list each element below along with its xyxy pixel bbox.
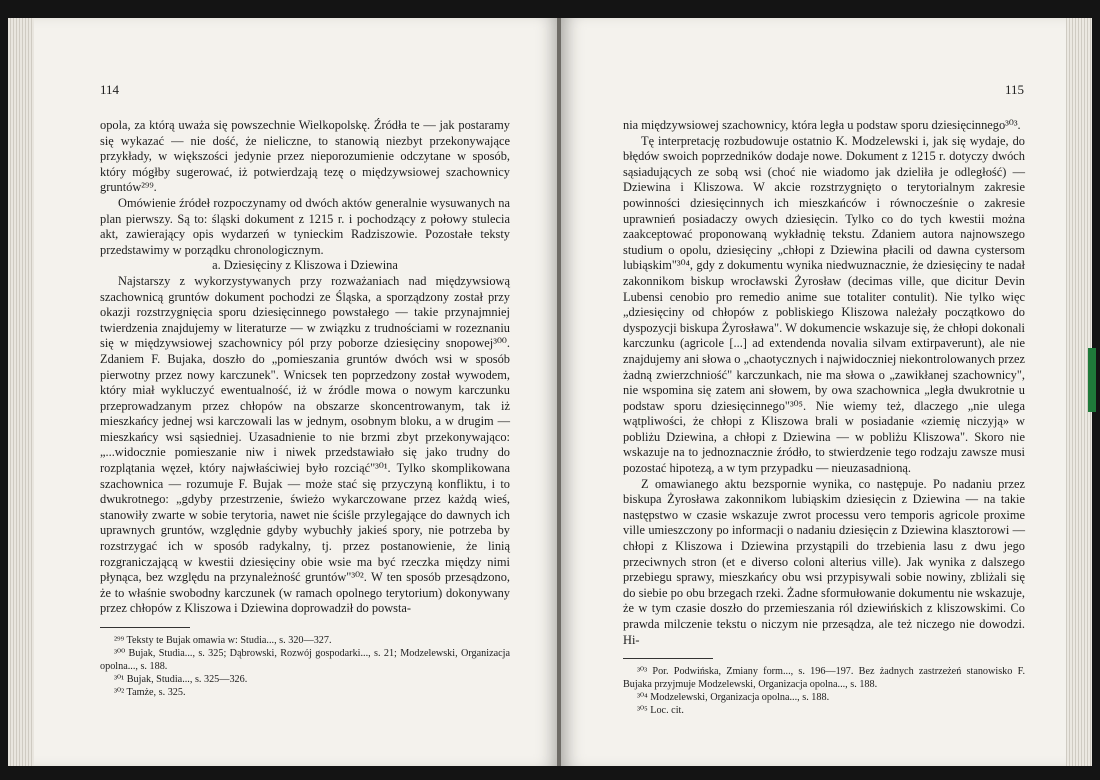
right-page [561,18,1066,766]
footnotes [623,665,1025,717]
paragraph: nia międzywsiowej szachownicy, która legła u podstaw sporu dziesięcinnego³⁰³. [623,118,1021,132]
footnotes [100,634,510,699]
footnote: ³⁰⁵ Loc. cit. [637,705,684,717]
left-page-edges [8,18,36,766]
paragraph: Z omawianego aktu bezspornie wynika, co następuje. Po nadaniu przez biskupa Żyrosława zakonnikom lubiąskim dziesięcin z Dziewina — na takie następstwo w czasie wskazuje zwrot processu vero temporis agricole proxime ville umieszczony po informacji o nadaniu dziesięcin z Dziewina klasztorowi — chłopi z Kliszowa i Dziewina przystąpili do trzebienia lasu z dwu jego przeciwnych stron (et e diverso coloni alterius ville). Jak wynika z dalszego przebiegu sprawy, mieszkańcy obu wsi przypisywali sobie nowiny, zbliżali się do siebie po obu brzegach rzeki. Żadne sformułowanie dokumentu nie wskazuje, że w tym czasie doszło do przemieszania ról dziewińskich z kliszowskimi. Co prawda milczenie tekstu o niczym nie przesądza, ale też niczego nie dowodzi. Hi- [623,476,1025,647]
page-number: 115 [1004,82,1024,97]
left-page [34,18,559,766]
section-heading: a. Dziesięciny z Kliszowa i Dziewina [212,258,398,273]
paragraph: Najstarszy z wykorzystywanych przy rozważaniach nad międzywsiową szachownicą gruntów dokument pochodzi ze Śląska, a sporządzony został przy okazji rozstrzygnięcia sporu dziesięcinnego powstałego — takie przynajmniej twierdzenia znajdujemy w literaturze — w związku z trudnościami w rozeznaniu się w międzywsiowej szachownicy pól przy poborze dziesięciny snopowej³⁰⁰. Zdaniem F. Bujaka, doszło do „pomieszania gruntów dwóch wsi w sposób pierwotny przez nowy karczunek". Wnicsek ten poprzedzony został wywodem, który miał wykluczyć ewentualność, iż w źródle mowa o nowym karczunku przeprowadzanym przez chłopów na obszarze skoncentrowanym, tak iż mieszkańcy jednej wsi karczowali las w jednym, osobnym bloku, a w drugim — mieszkańcy wsi sąsiedniej. Uzasadnienie to nie brzmi zbyt przekonywająco: „...widocznie pomieszanie niw i niwek przedstawiało się jako trudny do rozplątania węzeł, który najwłaściwiej było rozciąć"³⁰¹. Tylko skomplikowana szachownica — rozumuje F. Bujak — może stać się przyczyną konfliktu, i to dwukrotnego: „gdyby przestrzenie, świeżo wykarczowane przez każdą wieś, stanowiły zwarte w sobie terytoria, nawet nie ściśle przylegające do dawnych ich uprawnych gruntów, względnie gdyby wybuchły jakieś spory, nie potrzeba by rozstrzygać ich w sposób radykalny, tj. przez postanowienie, że linią rozgraniczającą w kwestii dziesięciny obie wsie ma być rzeczka między nimi płynąca, bez względu na przynależność gruntów"³⁰². W ten sposób przesądzono, że to właśnie swobodny karczunek (w ramach opolnego terytorium) dokonywany przez chłopów z Kliszowa i Dziewina doprowadził do powsta- [100,273,510,616]
paragraph: Tę interpretację rozbudowuje ostatnio K. Modzelewski i, jak się wydaje, do błędów swoich poprzedników dodaje nowe. Dokument z 1215 r. dotyczy dwóch sąsiadujących ze sobą wsi (choć nie wiadomo jak dzieliła je odległość) — Dziewina i Kliszowa. W akcie rozstrzygnięto o terytorialnym zakresie powinności dziesięcinnych ich mieszkańców i równocześnie o zakresie uprawnień posiadaczy owych dziesięcin. Tylko co do tych kwestii można zaakceptować proponowaną wykładnię tekstu. Zdaniem autora najnowszego studium o opolu, dziesięciny „chłopi z Dziewina płacili od dawna cystersom lubiąskim"³⁰⁴, gdy z dokumentu wynika niedwuznacznie, że dziesięciny te nadał zakonnikom biskup wrocławski Żyrosław (decimas ville, que dicitur Devin Lubensi cenobio pro remedio anime sue totaliter contulit). Nie tylko więc „dziesięciny od chłopów z pobliskiego Kliszowa należały początkowo do dyspozycji biskupa Żyrosława". W dokumencie wskazuje się, że chłopi dokonali karczunku (agricole [...] ad extendenda novalia silvam extirpaverunt), ale nie znajdujemy ani słowa o „chaotycznych i najwidoczniej niekontrolowanych przez żadną zwierzchniość" karczunkach, nie ma słowa o „zawikłanej szachownicy", nie wspomina się zatem ani słowem, by owa szachownica „legła dwukrotnie u podstaw sporu dziesięcinnego"³⁰⁵. Nie wiemy też, dlaczego „nie ulega wątpliwości, że chłopi z Kliszowa brali w posiadanie «ziemię niczyją» w pobliżu Dziewina, a chłopi z Dziewina — w pobliżu Kliszowa". Skoro nie wskazuje na to jednoznacznie źródło, to stwierdzenie tego rodzaju zawsze musi pozostać hipotezą, a w tym przypadku — nieuzasadnioną. [623,133,1025,476]
page-body [100,118,510,699]
footnote: ³⁰² Tamże, s. 325. [114,687,186,698]
footnote: ³⁰⁴ Modzelewski, Organizacja opolna..., s. 188. [637,692,830,704]
footnote-rule [623,658,713,659]
footnote: ³⁰³ Por. Podwińska, Zmiany form..., s. 196—197. Bez żadnych zastrzeżeń stanowisko F. Bujaka przyjmuje Modzelewski, Organizacja opolna..., s. 188. [623,666,1025,691]
bookmark-tab [1088,348,1096,412]
paragraph: Omówienie źródeł rozpoczynamy od dwóch aktów generalnie wysuwanych na plan pierwszy. Są to: śląski dokument z 1215 r. i pochodzący z połowy stulecia akt, zawierający opis wydarzeń w tynieckim Radziszowie. Pozostałe teksty przedstawimy w porządku chronologicznym. [100,195,510,257]
page-body [623,118,1025,717]
footnote: ²⁹⁹ Teksty te Bujak omawia w: Studia..., s. 320—327. [114,635,332,646]
footnote: ³⁰⁰ Bujak, Studia..., s. 325; Dąbrowski, Rozwój gospodarki..., s. 21; Modzelewski, Organizacja opolna..., s. 188. [100,648,510,672]
paragraph: opola, za którą uważa się powszechnie Wielkopolskę. Źródła te — jak postaramy się wykazać — nie dość, że nieliczne, to stanowią niezbyt przekonywające przykłady, w większości jedynie przez nieporozumienie odczytane w sposób, który mógłby sugerować, iż potwierdzają tezę o międzywsiowej szachownicy gruntów²⁹⁹. [100,118,510,195]
page-number: 114 [100,82,120,97]
footnote: ³⁰¹ Bujak, Studia..., s. 325—326. [114,674,248,685]
open-book [8,8,1092,772]
footnote-rule [100,627,190,628]
